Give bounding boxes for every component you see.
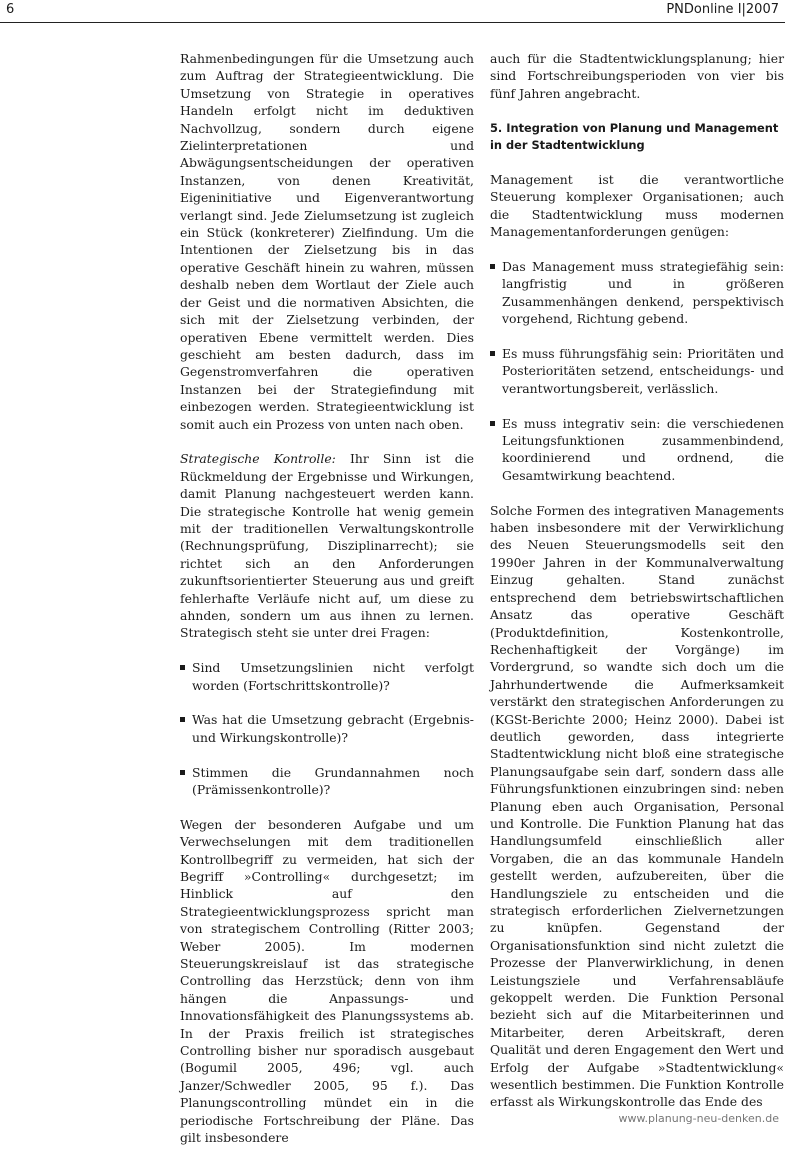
right-column	[490, 50, 784, 1128]
paragraph: Solche Formen des integrativen Managements haben insbesondere mit der Verwirklichung des Neuen Steuerungsmodells seit den 1990er Jahren in der Kommunalverwaltung Einzug gehalten. Stand zunächst entsprechend dem betriebswirtschaftlichen Ansatz das operative Geschäft (Produktdefinition, Kostenkontrolle, Rechenhaftigkeit der Vorgänge) im Vordergrund, so wandte sich doch um die Jahrhundertwende die Aufmerksamkeit verstärkt den strategischen Anforderungen zu (KGSt-Berichte 2000; Heinz 2000). Dabei ist deutlich geworden, dass integrierte Stadtentwicklung nicht bloß eine strategische Planungsaufgabe sein darf, sondern dass alle Führungsfunktionen einzubringen sind: neben Planung eben auch Organisation, Personal und Kontrolle. Die Funktion Planung hat das Handlungsumfeld einschließlich aller Vorgaben, die an das kommunale Handeln gestellt werden, aufzubereiten, über die Handlungsziele zu entscheiden und die strategisch erforderlichen Zielvernetzungen zu knüpfen. Gegenstand der Organisationsfunktion sind nicht zuletzt die Prozesse der Planverwirklichung, in denen Leistungsziele und Verfahrensabläufe gekoppelt werden. Die Funktion Personal bezieht sich auf die Mitarbeiterinnen und Mitarbeiter, deren Arbeitskraft, deren Qualität und deren Engagement den Wert und Erfolg der Aufgabe »Stadtentwicklung« wesentlich bestimmen. Die Funktion Kontrolle erfasst als Wirkungskontrolle das Ende des	[490, 502, 784, 1110]
list-item	[490, 415, 784, 485]
square-bullet-icon	[180, 717, 185, 722]
page-header	[0, 0, 785, 23]
paragraph-text: Ihr Sinn ist die Rückmeldung der Ergebnisse und Wirkungen, damit Planung nachgesteuert werden kann. Die strategische Kontrolle hat wenig gemein mit der traditionellen Verwaltungskontrolle (Rechnungsprüfung, Disziplinarrecht); sie richtet sich an den Anforderungen zukunftsorientierter Steuerung aus und greift fehlerhafte Verläufe nicht auf, um diese zu ahnden, sondern um aus ihnen zu lernen. Strategisch steht sie unter drei Fragen:	[180, 451, 474, 641]
list-item-text: Was hat die Umsetzung gebracht (Ergebnis- und Wirkungskontrolle)?	[192, 712, 474, 745]
footer-url: www.planung-neu-denken.de	[618, 1112, 779, 1125]
square-bullet-icon	[490, 351, 495, 356]
bullet-list	[490, 258, 784, 484]
list-item-text: Das Management muss strategiefähig sein: langfristig und in größeren Zusammenhängen denkend, perspektivisch vorgehend, Richtung gebend.	[502, 259, 784, 327]
left-column	[180, 50, 474, 1164]
list-item-text: Es muss integrativ sein: die verschiedenen Leitungsfunktionen zusammenbindend, koordinierend und ordnend, die Gesamtwirkung beachtend.	[502, 415, 784, 483]
paragraph: auch für die Stadtentwicklungsplanung; hier sind Fortschreibungsperioden von vier bis fünf Jahren angebracht.	[490, 51, 784, 101]
list-item	[180, 659, 474, 694]
square-bullet-icon	[180, 770, 185, 775]
list-item	[180, 764, 474, 799]
square-bullet-icon	[490, 421, 495, 426]
journal-title: PNDonline I|2007	[666, 2, 779, 17]
paragraph-label: Strategische Kontrolle:	[180, 451, 336, 467]
list-item-text: Stimmen die Grundannahmen noch (Prämissenkontrolle)?	[192, 764, 474, 797]
list-item-text: Es muss führungsfähig sein: Prioritäten und Posterioritäten setzend, entscheidungs- und verantwortungsbereit, verlässlich.	[502, 346, 784, 396]
list-item	[490, 258, 784, 328]
square-bullet-icon	[490, 264, 495, 269]
page-number: 6	[6, 2, 15, 17]
paragraph: Rahmenbedingungen für die Umsetzung auch zum Auftrag der Strategieentwicklung. Die Umsetzung von Strategie in operatives Handeln erfolgt nicht im deduktiven Nachvollzug, sondern durch eigene Zielinterpretationen und Abwägungsentscheidungen der operativen Instanzen, von denen Kreativität, Eigeninitiative und Eigenverantwortung verlangt sind. Jede Zielumsetzung ist zugleich ein Stück (konkreterer) Zielfindung. Um die Intentionen der Zielsetzung bis in das operative Geschäft hinein zu wahren, müssen deshalb neben dem Wortlaut der Ziele auch der Geist und die normativen Absichten, die sich mit der Zielsetzung verbinden, der operativen Ebene vermittelt werden. Dies geschieht am besten dadurch, dass im Gegenstromverfahren die operativen Instanzen bei der Strategiefindung mit einbezogen werden. Strategieentwicklung ist somit auch ein Prozess von unten nach oben.	[180, 51, 474, 432]
list-item-text: Sind Umsetzungslinien nicht verfolgt worden (Fortschrittskontrolle)?	[192, 660, 474, 693]
bullet-list	[180, 659, 474, 798]
list-item	[180, 711, 474, 746]
paragraph: Management ist die verantwortliche Steuerung komplexer Organisationen; auch die Stadtentwicklung muss modernen Managementanforderungen genügen:	[490, 172, 784, 240]
list-item	[490, 345, 784, 397]
section-heading: 5. Integration von Planung und Management in der Stadtentwicklung	[490, 120, 779, 152]
paragraph: Wegen der besonderen Aufgabe und um Verwechselungen mit dem traditionellen Kontrollbegriff zu vermeiden, hat sich der Begriff »Controlling« durchgesetzt; im Hinblick auf den Strategieentwicklungsprozess spricht man von strategischem Controlling (Ritter 2003; Weber 2005). Im modernen Steuerungskreislauf ist das strategische Controlling das Herzstück; denn von ihm hängen die Anpassungs- und Innovationsfähigkeit des Planungssystems ab. In der Praxis freilich ist strategisches Controlling bisher nur sporadisch ausgebaut (Bogumil 2005, 496; vgl. auch Janzer/Schwedler 2005, 95 f.). Das Planungscontrolling mündet ein in die periodische Fortschreibung der Pläne. Das gilt insbesondere	[180, 816, 474, 1146]
paragraph	[180, 450, 474, 641]
square-bullet-icon	[180, 665, 185, 670]
